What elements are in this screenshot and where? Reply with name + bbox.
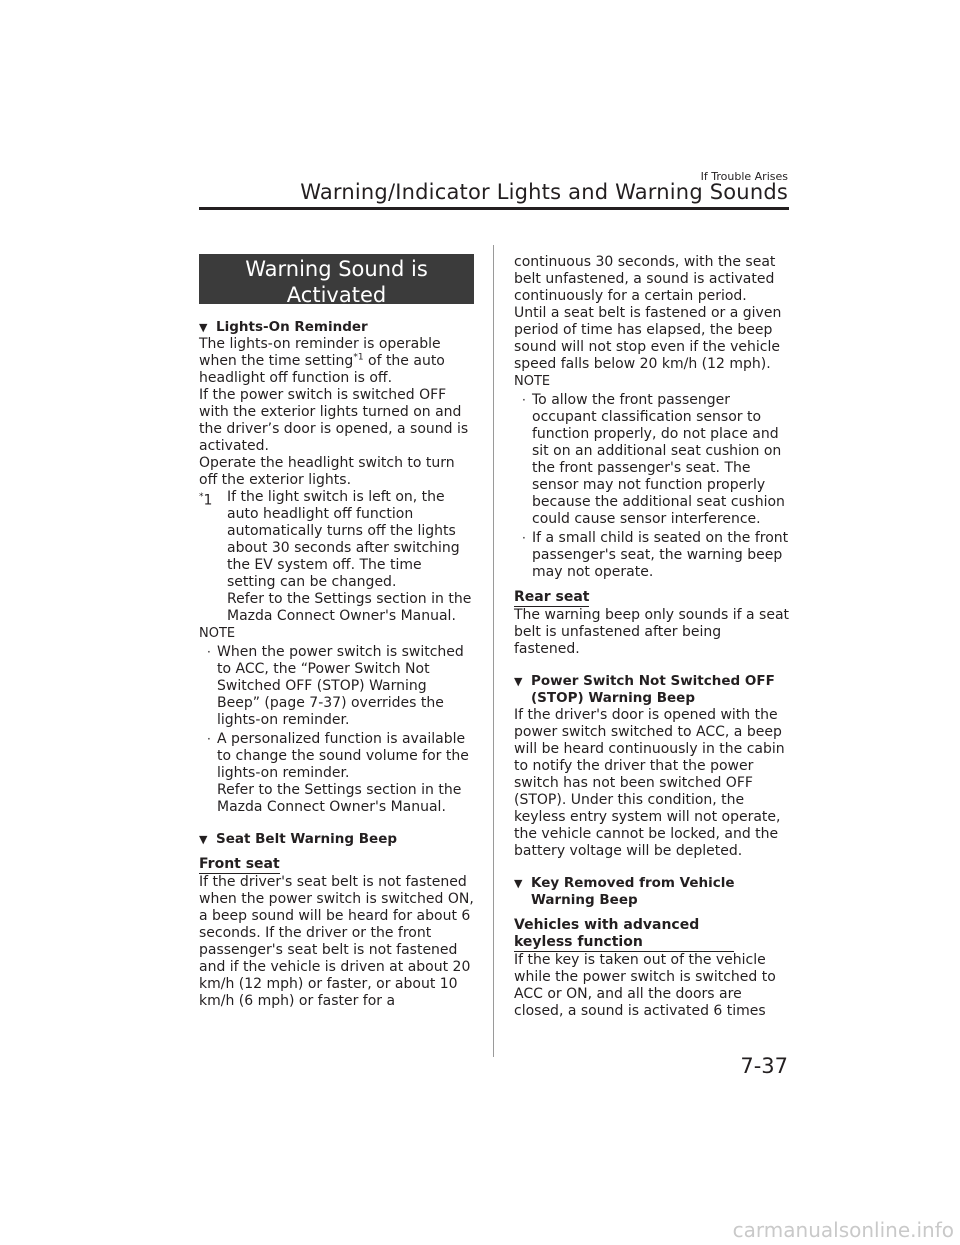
note-bullet: [514, 530, 790, 581]
bullet-icon: ·: [522, 393, 526, 407]
triangle-icon: ▼: [514, 675, 523, 688]
note-bullet: [514, 392, 790, 528]
chapter-title: If Trouble Arises: [700, 170, 788, 183]
topic-banner: [199, 254, 474, 307]
lights-on-paragraph-1: The lights-on reminder is operable when the time setting$^{*1}$ of the auto headlight off function is off.: [199, 336, 445, 386]
footnote: [199, 489, 474, 625]
key-removed-text: If the key is taken out of the vehicle while the power switch is switched to ACC or ON, and all the doors are closed, a sound is activated 6 times: [514, 952, 776, 1019]
footnote-mark: *1: [199, 492, 213, 509]
banner-line-1: Warning Sound is: [245, 257, 428, 281]
footnote-text-2: Refer to the Settings section in the Mazda Connect Owner's Manual.: [227, 591, 472, 624]
note-heading: NOTE: [514, 374, 551, 389]
bullet-text: A personalized function is available to change the sound volume for the lights-on reminder. Refer to the Settings section in the Mazda Connect Owner's Manual.: [217, 731, 469, 815]
front-seat-text-2: Until a seat belt is fastened or a given period of time has elapsed, the beep sound will not stop even if the vehicle speed falls below 20 km/h (12 mph).: [514, 305, 782, 372]
front-seat-text-continued: continuous 30 seconds, with the seat belt unfastened, a sound is activated continuously for a certain period.: [514, 254, 776, 304]
power-switch-text: If the driver's door is opened with the power switch switched to ACC, a beep will be heard continuously in the cabin to notify the driver that the power switch has not been switched OFF (STOP). Under this condition, the keyless entry system will not operate, the vehicle cannot be locked, and the battery voltage will be depleted.: [514, 707, 785, 859]
front-seat-subheading: Front seat: [199, 856, 280, 872]
watermark: carmanualsonline.info: [732, 1218, 954, 1242]
rear-seat-subheading: Rear seat: [514, 589, 590, 605]
power-switch-heading: [514, 673, 790, 707]
rear-seat-text: The warning beep only sounds if a seat belt is unfastened after being fastened.: [514, 607, 790, 657]
section-title: Warning/Indicator Lights and Warning Sounds: [300, 180, 788, 204]
bullet-text: If a small child is seated on the front passenger's seat, the warning beep may not operate.: [532, 530, 789, 580]
triangle-icon: ▼: [199, 833, 208, 846]
lights-on-title: Lights-On Reminder: [216, 319, 368, 335]
seat-belt-heading: [199, 831, 474, 848]
lights-on-paragraph-2: If the power switch is switched OFF with the exterior lights turned on and the driver’s door is opened, a sound is activated.: [199, 387, 469, 454]
key-removed-title: Key Removed from Vehicle Warning Beep: [531, 875, 735, 908]
bullet-text: When the power switch is switched to ACC, the “Power Switch Not Switched OFF (STOP) Warning Beep” (page 7-37) overrides the lights-on reminder.: [217, 644, 464, 728]
column-divider: [493, 245, 494, 1057]
lights-on-heading: [199, 319, 474, 336]
lights-on-paragraph-3: Operate the headlight switch to turn off the exterior lights.: [199, 455, 455, 488]
seat-belt-title: Seat Belt Warning Beep: [216, 831, 398, 847]
note-bullet: [199, 731, 474, 816]
bullet-text: To allow the front passenger occupant classification sensor to function properly, do not place and sit on an additional seat cushion on the front passenger's seat. The sensor may not function properly because the additional seat cushion could cause sensor interference.: [532, 392, 785, 527]
page-number: 7-37: [740, 1054, 788, 1078]
left-column: [199, 254, 474, 1010]
bullet-icon: ·: [522, 531, 526, 545]
bullet-icon: ·: [207, 732, 211, 746]
triangle-icon: ▼: [514, 877, 523, 890]
bullet-icon: ·: [207, 645, 211, 659]
power-switch-title: Power Switch Not Switched OFF (STOP) Warning Beep: [531, 673, 775, 706]
front-seat-text: If the driver's seat belt is not fastened when the power switch is switched ON, a beep sound will be heard for about 6 seconds. If the driver or the front passenger's seat belt is not fastened and if the vehicle is driven at about 20 km/h (12 mph) or faster, or about 10 km/h (6 mph) or faster for a: [199, 874, 474, 1009]
header-rule: [199, 207, 789, 210]
triangle-icon: ▼: [199, 321, 208, 334]
key-removed-heading: [514, 875, 790, 909]
note-bullet: [199, 644, 474, 729]
advanced-keyless-subheading: Vehicles with advanced keyless function: [514, 917, 734, 952]
right-column: [514, 254, 790, 1020]
banner-line-2: Activated: [286, 283, 387, 307]
footnote-text-1: If the light switch is left on, the auto headlight off function automatically turns off the lights about 30 seconds after switching the EV system off. The time setting can be changed.: [227, 489, 460, 590]
note-heading: NOTE: [199, 626, 236, 641]
